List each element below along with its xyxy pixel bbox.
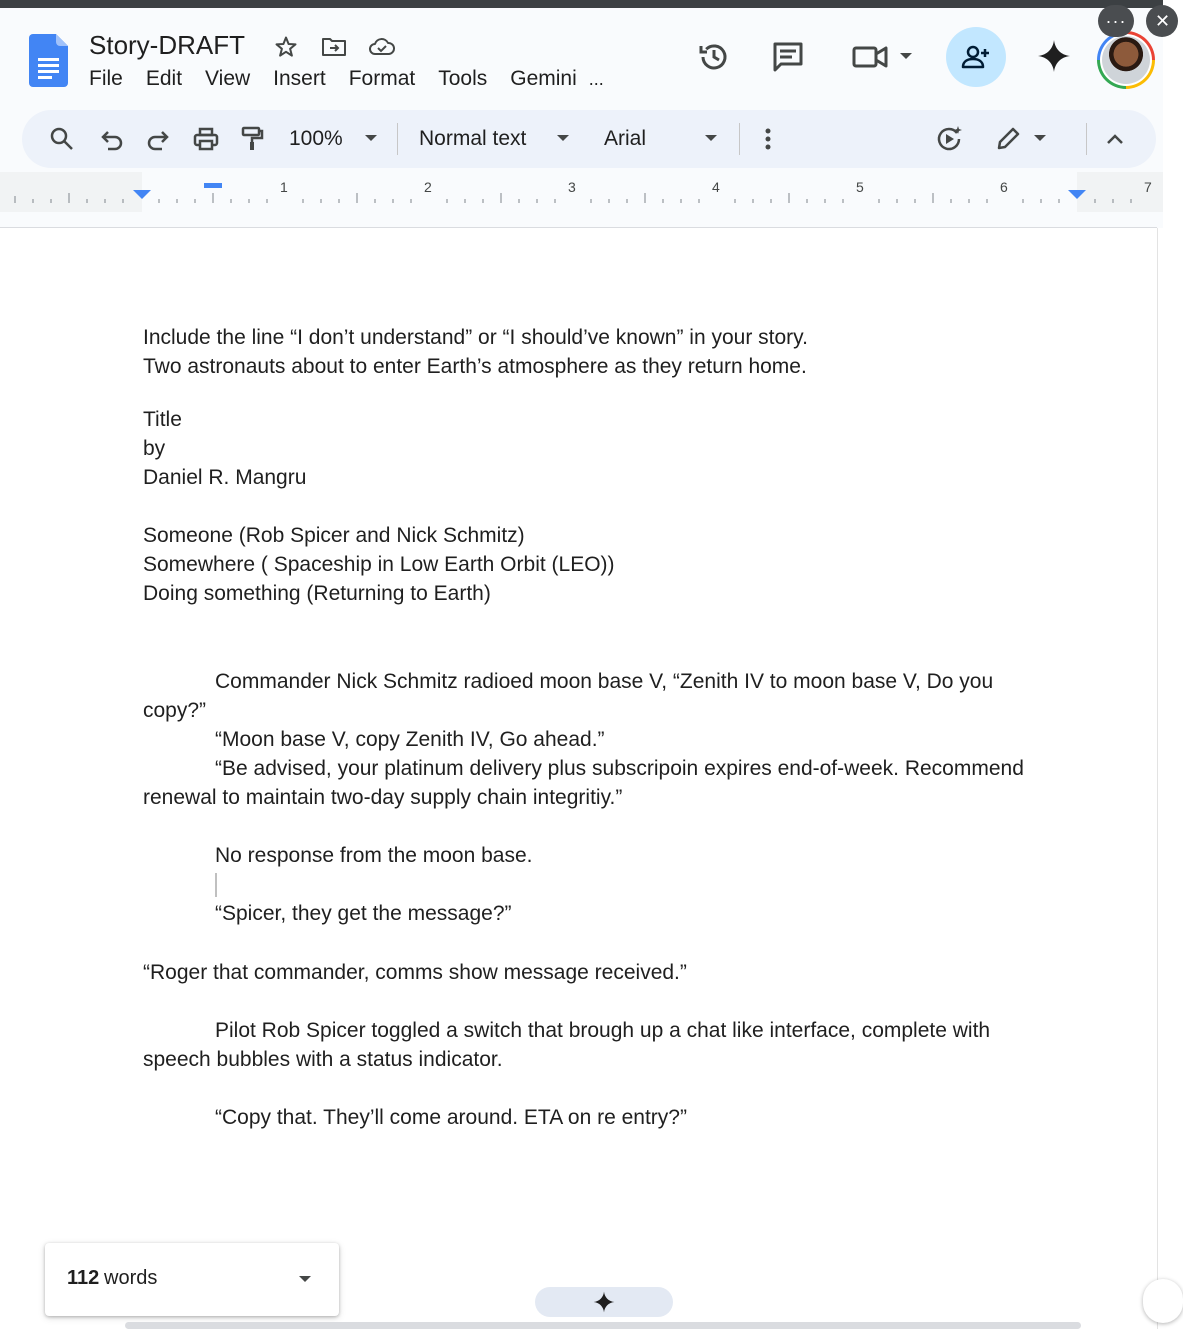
- menu-edit[interactable]: Edit: [145, 67, 183, 90]
- editing-mode-icon[interactable]: [993, 124, 1023, 154]
- star-icon[interactable]: [273, 34, 299, 60]
- version-history-icon[interactable]: [695, 38, 733, 76]
- more-tools-icon[interactable]: [753, 124, 783, 154]
- zoom-dropdown-icon[interactable]: [365, 135, 377, 141]
- word-count-label: words: [104, 1267, 158, 1289]
- editing-mode-dropdown-icon[interactable]: [1034, 135, 1046, 141]
- avatar-frame: [1100, 34, 1152, 86]
- story-paragraph: “Copy that. They’ll come around. ETA on re entry?”: [215, 1106, 687, 1129]
- toolbar-divider: [397, 123, 398, 155]
- cloud-saved-icon[interactable]: [369, 34, 395, 60]
- browser-top-strip: [0, 0, 1163, 8]
- outline-line: Someone (Rob Spicer and Nick Schmitz): [143, 524, 525, 547]
- ruler-ticks: [0, 172, 1163, 212]
- ruler-number: 6: [1000, 179, 1008, 195]
- story-paragraph: Pilot Rob Spicer toggled a switch that brough up a chat like interface, complete with: [215, 1019, 991, 1042]
- more-options-icon[interactable]: ···: [1098, 5, 1134, 37]
- hide-menus-icon[interactable]: [1100, 124, 1130, 154]
- story-paragraph: “Roger that commander, comms show message received.”: [143, 961, 687, 984]
- word-count-widget[interactable]: [45, 1243, 339, 1316]
- ruler-number: 2: [424, 179, 432, 195]
- story-paragraph: speech bubbles with a status indicator.: [143, 1048, 503, 1071]
- move-to-folder-icon[interactable]: [321, 34, 347, 60]
- paragraph-style-select[interactable]: Normal text: [419, 127, 527, 150]
- formatting-toolbar: [22, 110, 1156, 168]
- menu-tools[interactable]: Tools: [438, 67, 488, 90]
- menu-format[interactable]: Format: [348, 67, 416, 90]
- video-call-icon[interactable]: [849, 40, 891, 74]
- menu-view[interactable]: View: [205, 67, 251, 90]
- toolbar-divider: [739, 123, 740, 155]
- story-paragraph: No response from the moon base.: [215, 844, 533, 867]
- story-title: Title: [143, 408, 182, 431]
- print-icon[interactable]: [191, 124, 221, 154]
- paint-format-icon[interactable]: [237, 124, 267, 154]
- ruler-number: 7: [1144, 179, 1152, 195]
- outline-line: Somewhere ( Spaceship in Low Earth Orbit (LEO)): [143, 553, 615, 576]
- menu-insert[interactable]: Insert: [273, 67, 326, 90]
- share-button[interactable]: [946, 27, 1006, 87]
- horizontal-scrollbar[interactable]: [125, 1322, 1081, 1329]
- byline: by: [143, 437, 166, 460]
- font-dropdown-icon[interactable]: [705, 135, 717, 141]
- side-panel-toggle[interactable]: [1143, 1279, 1183, 1323]
- font-select[interactable]: Arial: [604, 127, 647, 150]
- word-count-number: 112: [67, 1267, 100, 1289]
- close-icon[interactable]: ✕: [1146, 5, 1178, 37]
- google-docs-icon[interactable]: [29, 34, 68, 87]
- menu-file[interactable]: File: [89, 67, 123, 90]
- story-paragraph: renewal to maintain two-day supply chain integritiy.”: [143, 786, 623, 809]
- search-menus-icon[interactable]: [47, 124, 77, 154]
- zoom-select[interactable]: 100%: [289, 127, 343, 150]
- style-dropdown-icon[interactable]: [557, 135, 569, 141]
- menu-bar: [89, 66, 604, 92]
- add-person-icon: [961, 43, 991, 71]
- comments-icon[interactable]: [769, 38, 807, 76]
- video-call-dropdown-icon[interactable]: [898, 50, 914, 62]
- gemini-sparkle-icon: [593, 1291, 615, 1313]
- ruler-number: 4: [712, 179, 720, 195]
- account-avatar[interactable]: [1097, 31, 1155, 89]
- story-paragraph: copy?”: [143, 699, 207, 722]
- story-paragraph: “Be advised, your platinum delivery plus subscripoin expires end-of-week. Recommend: [215, 757, 1024, 780]
- prompt-line: Include the line “I don’t understand” or “I should’ve known” in your story.: [143, 326, 808, 349]
- menu-more[interactable]: ...: [588, 68, 604, 89]
- undo-icon[interactable]: [97, 124, 127, 154]
- gemini-sparkle-icon[interactable]: [1035, 37, 1073, 75]
- ruler-number: 3: [568, 179, 576, 195]
- menu-gemini[interactable]: Gemini: [510, 67, 577, 90]
- prompt-line: Two astronauts about to enter Earth’s atmosphere as they return home.: [143, 355, 807, 378]
- author-name: Daniel R. Mangru: [143, 466, 307, 489]
- gemini-help-me-icon[interactable]: [934, 124, 964, 154]
- story-paragraph: Commander Nick Schmitz radioed moon base V, “Zenith IV to moon base V, Do you: [215, 670, 994, 693]
- horizontal-ruler[interactable]: [0, 172, 1163, 212]
- text-cursor: [215, 873, 217, 897]
- ruler-number: 5: [856, 179, 864, 195]
- gemini-button[interactable]: [535, 1287, 673, 1317]
- story-paragraph: “Moon base V, copy Zenith IV, Go ahead.”: [215, 728, 605, 751]
- word-count-dropdown-icon[interactable]: [299, 1276, 311, 1282]
- avatar-photo: [1102, 36, 1150, 84]
- toolbar-divider: [1086, 123, 1087, 155]
- redo-icon[interactable]: [143, 124, 173, 154]
- outline-line: Doing something (Returning to Earth): [143, 582, 491, 605]
- ruler-number: 1: [280, 179, 288, 195]
- story-paragraph: “Spicer, they get the message?”: [215, 902, 512, 925]
- document-title[interactable]: Story-DRAFT: [89, 30, 245, 60]
- vertical-scrollbar[interactable]: [1157, 228, 1163, 1329]
